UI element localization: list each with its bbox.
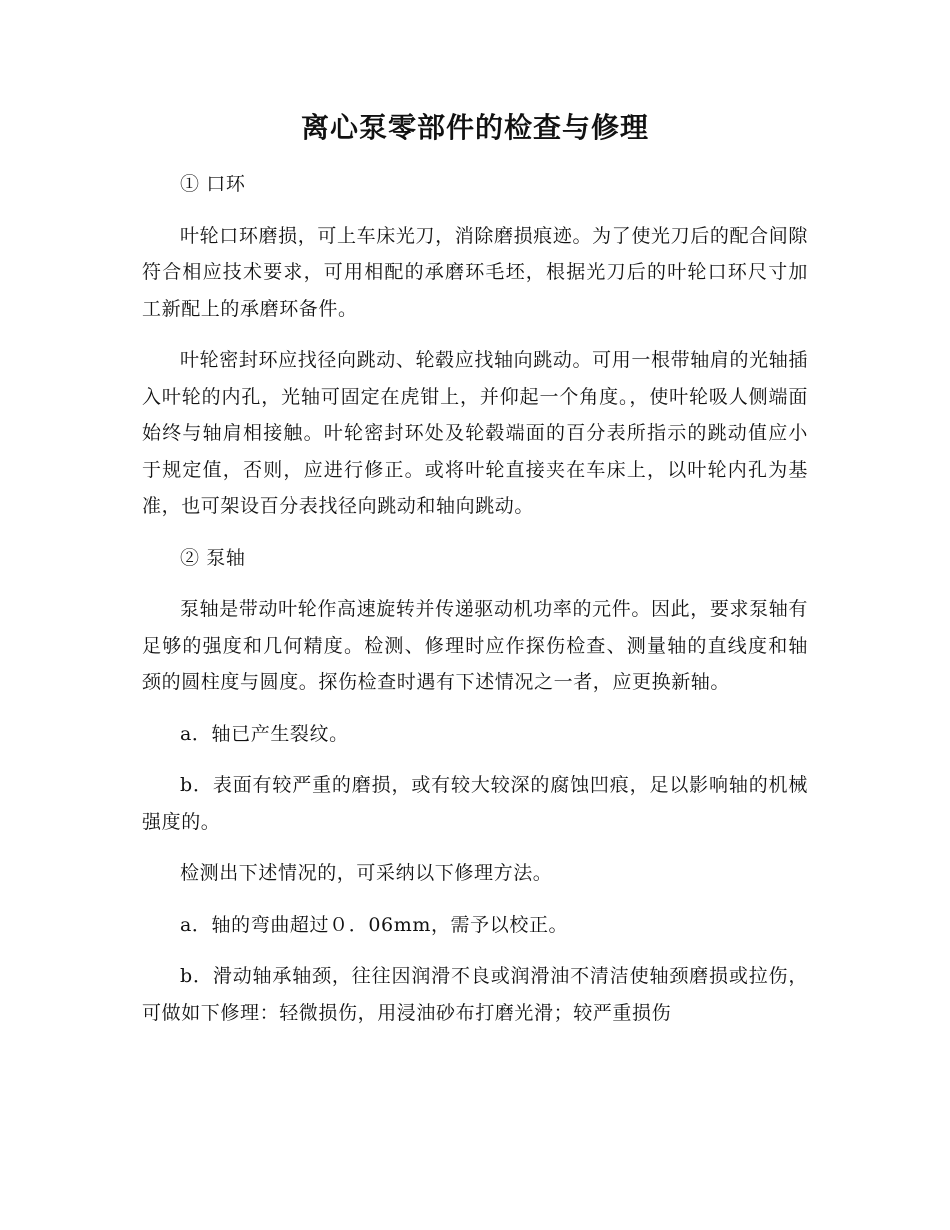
list-item: b．表面有较严重的磨损，或有较大较深的腐蚀凹痕，足以影响轴的机械强度的。 (142, 774, 808, 833)
paragraph: 叶轮密封环应找径向跳动、轮毂应找轴向跳动。可用一根带轴肩的光轴插入叶轮的内孔，光轴可固定在虎钳上，并仰起一个角度。，使叶轮吸人侧端面始终与轴肩相接触。叶轮密封环处及轮毂端面的百分表所指示的跳动值应小于规定值，否则，应进行修正。或将叶轮直接夹在车床上，以叶轮内孔为基准，也可架设百分表找径向跳动和轴向跳动。 (142, 349, 808, 517)
page-title: 离心泵零部件的检查与修理 (300, 111, 649, 144)
paragraph: 叶轮口环磨损，可上车床光刀，消除磨损痕迹。为了使光刀后的配合间隙符合相应技术要求，可用相配的承磨环毛坯，根据光刀后的叶轮口环尺寸加工新配上的承磨环备件。 (142, 224, 808, 320)
section-heading-bengzhou: ② 泵轴 (180, 546, 246, 569)
document-body (142, 166, 808, 1031)
paragraph: 泵轴是带动叶轮作高速旋转并传递驱动机功率的元件。因此，要求泵轴有足够的强度和几何精度。检测、修理时应作探伤检查、测量轴的直线度和轴颈的圆柱度与圆度。探伤检查时遇有下述情况之一者，应更换新轴。 (142, 598, 808, 693)
list-item: a．轴的弯曲超过０．06mm，需予以校正。 (180, 913, 569, 936)
list-item: b．滑动轴承轴颈，往往因润滑不良或润滑油不清洁使轴颈磨损或拉伤，可做如下修理：轻微损伤，用浸油砂布打磨光滑；较严重损伤 (142, 965, 808, 1024)
list-item: a．轴已产生裂纹。 (180, 722, 349, 745)
paragraph: 检测出下述情况的，可采纳以下修理方法。 (180, 862, 553, 884)
section-heading-kouhuan: ① 口环 (180, 173, 246, 195)
